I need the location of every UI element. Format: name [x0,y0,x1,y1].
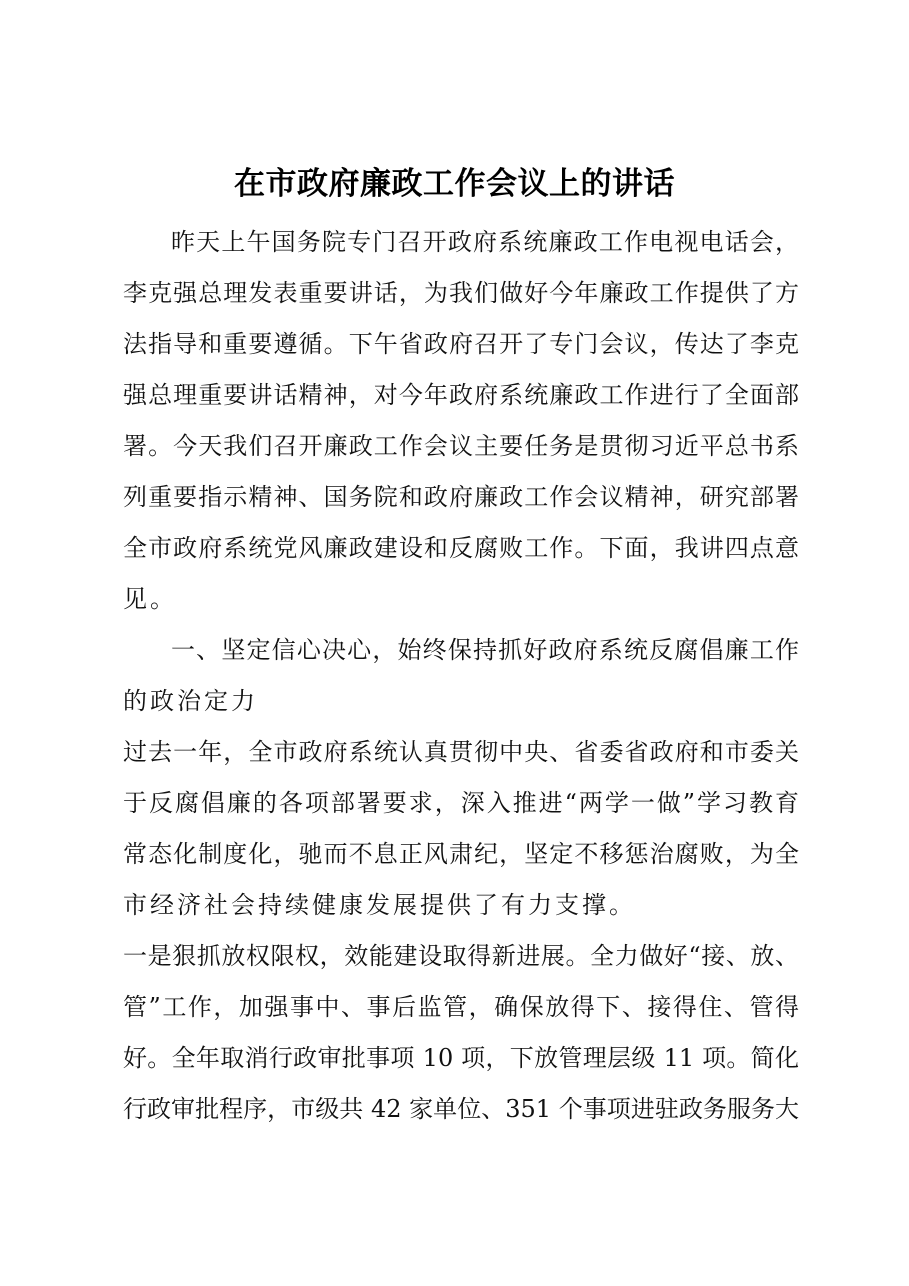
paragraph-line: 过去一年，全市政府系统认真贯彻中央、省委省政府和市委关 [123,738,799,766]
paragraph-line: 于反腐倡廉的各项部署要求，深入推进“两学一做”学习教育 [123,789,799,817]
paragraph-line: 常态化制度化，驰而不息正风肃纪，坚定不移惩治腐败，为全 [123,840,799,868]
section-heading-line: 的政治定力 [123,687,258,715]
document-title: 在市政府廉政工作会议上的讲话 [234,166,675,202]
paragraph-line: 见。 [123,585,177,613]
paragraph-line: 李克强总理发表重要讲话，为我们做好今年廉政工作提供了方 [123,279,799,307]
paragraph-line: 好。全年取消行政审批事项 10 项，下放管理层级 11 项。简化 [123,1044,799,1072]
paragraph-line: 管”工作，加强事中、事后监管，确保放得下、接得住、管得 [123,993,799,1021]
paragraph-line: 一是狠抓放权限权，效能建设取得新进展。全力做好“接、放、 [123,942,799,970]
paragraph-line: 署。今天我们召开廉政工作会议主要任务是贯彻习近平总书系 [123,432,799,460]
paragraph-line: 行政审批程序，市级共 42 家单位、351 个事项进驻政务服务大 [123,1095,799,1123]
paragraph-line: 法指导和重要遵循。下午省政府召开了专门会议，传达了李克 [123,330,799,358]
paragraph-line: 全市政府系统党风廉政建设和反腐败工作。下面，我讲四点意 [123,534,799,562]
section-heading-line: 一、坚定信心决心，始终保持抓好政府系统反腐倡廉工作 [171,636,799,664]
paragraph-line: 昨天上午国务院专门召开政府系统廉政工作电视电话会， [171,228,799,256]
paragraph-line: 列重要指示精神、国务院和政府廉政工作会议精神，研究部署 [123,483,799,511]
paragraph-line: 强总理重要讲话精神，对今年政府系统廉政工作进行了全面部 [123,381,799,409]
paragraph-line: 市经济社会持续健康发展提供了有力支撑。 [123,891,636,919]
